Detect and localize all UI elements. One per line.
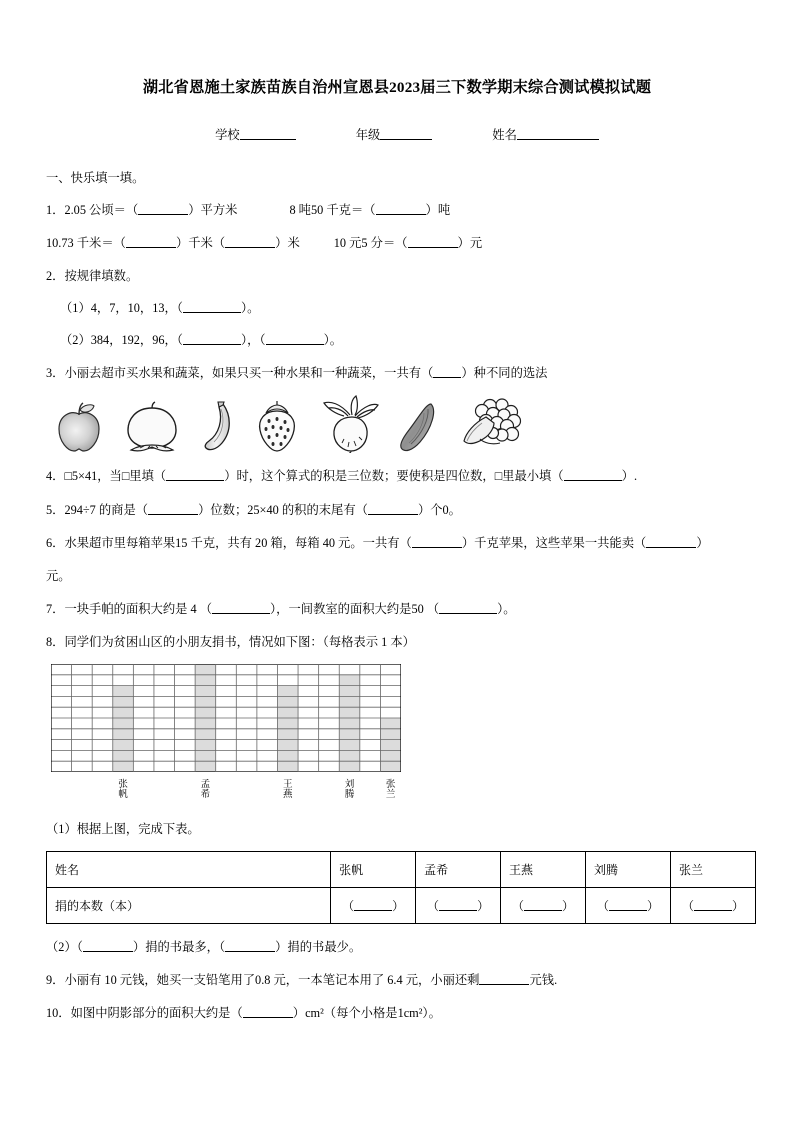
q10-text-b: ）cm²（每个小格是1cm²）。 — [292, 1005, 441, 1020]
q1-text-a-tail: ）平方米 — [188, 203, 238, 218]
q4-blank-2[interactable] — [564, 470, 622, 481]
table-header-孟希: 孟希 — [416, 851, 501, 887]
table-row — [47, 851, 756, 887]
strawberry-icon — [254, 401, 300, 453]
q2-text: 按规律填数。 — [64, 269, 139, 284]
chart-grid — [51, 664, 748, 777]
q9-text-b: 元钱. — [529, 972, 558, 987]
banana-icon — [200, 401, 236, 453]
header-fields — [46, 125, 748, 143]
q8-number: 8． — [46, 634, 65, 649]
q8-sub2-a: （2）（ — [46, 939, 83, 954]
table-blank-孟希[interactable] — [439, 900, 477, 911]
q4-number: 4． — [46, 469, 65, 484]
q1-text-d-tail: ）元 — [457, 236, 483, 251]
table-header-张帆: 张帆 — [331, 851, 416, 887]
question-2-sub-2 — [46, 331, 748, 350]
q7-text-c: ）。 — [497, 601, 516, 616]
q3-blank-1[interactable] — [433, 367, 461, 378]
fruit-vegetable-row — [46, 391, 748, 453]
question-6-continued — [46, 567, 748, 586]
chart-label-孟希: 孟 希 — [200, 778, 211, 800]
field-name-line[interactable] — [517, 128, 599, 140]
q4-text-b: ）时，这个算式的积是三位数；要使积是四位数，□里最小填（ — [224, 469, 564, 484]
field-grade-label: 年级 — [355, 127, 381, 142]
q2-sub2-mid: ），（ — [240, 333, 266, 348]
q10-blank-1[interactable] — [243, 1007, 293, 1018]
chart-x-labels — [51, 780, 401, 806]
q5-text-b: ）位数；25×40 的积的末尾有（ — [198, 502, 368, 517]
q9-text-a: 小丽有 10 元钱，她买一支铅笔用了0.8 元，一本笔记本用了 6.4 元，小丽还剩 — [64, 972, 480, 987]
question-7 — [46, 600, 748, 619]
question-5 — [46, 501, 748, 520]
field-name[interactable] — [492, 125, 599, 143]
q5-blank-1[interactable] — [148, 504, 198, 515]
table-cell-count-孟希[interactable]: （ ） — [416, 887, 501, 923]
q1-text-c-tail: ）米 — [275, 236, 300, 251]
page-title: 湖北省恩施土家族苗族自治州宣恩县2023届三下数学期末综合测试模拟试题 — [142, 79, 652, 96]
cauliflower-icon — [460, 397, 522, 453]
q8-text: 同学们为贫困山区的小朋友捐书，情况如下图：（每格表示 1 本） — [64, 634, 415, 649]
q5-number: 5． — [46, 502, 65, 517]
question-1-line-1 — [46, 201, 748, 220]
q2-sub1-text: （1）4，7，10，13，（ — [60, 301, 183, 316]
question-8-sub-2 — [46, 938, 748, 957]
question-6 — [46, 534, 748, 553]
table-header-刘腾: 刘腾 — [586, 851, 671, 887]
q1-text-c-mid: ）千米（ — [175, 236, 226, 251]
q7-text-a: 一块手帕的面积大约是 4 （ — [64, 601, 213, 616]
q4-text-a: □5×41，当□里填（ — [64, 469, 167, 484]
q6-number: 6． — [46, 535, 65, 550]
q6-text-d: 元。 — [46, 568, 71, 583]
q1-text-a: 2.05 公顷＝（ — [64, 203, 139, 218]
question-8-sub-1 — [46, 820, 748, 839]
chart-label-张兰: 张 兰 — [385, 778, 396, 800]
q5-text-c: ）个0。 — [417, 502, 461, 517]
q1-text-b-tail: ）吨 — [425, 203, 451, 218]
q6-text-c: ） — [696, 535, 709, 550]
q1-blank-3[interactable] — [126, 237, 176, 248]
q3-text-b: ）种不同的选法 — [461, 366, 548, 381]
table-header-name: 姓名 — [47, 851, 331, 887]
chart-label-张帆: 张 帆 — [118, 778, 128, 800]
table-cell-count-刘腾[interactable]: （ ） — [586, 887, 671, 923]
q2-blank-1[interactable] — [183, 302, 241, 313]
q7-blank-1[interactable] — [212, 603, 270, 614]
table-blank-王燕[interactable] — [524, 900, 562, 911]
q2-sub1-tail: ）。 — [240, 301, 260, 316]
q2-sub2-text: （2）384，192，96，（ — [60, 333, 183, 348]
question-1-line-2 — [46, 234, 748, 253]
question-2 — [46, 267, 748, 286]
q8-blank-2[interactable] — [225, 941, 275, 952]
q4-text-c: ）. — [621, 469, 638, 484]
table-blank-张帆[interactable] — [354, 900, 392, 911]
q2-sub2-tail: ）。 — [323, 333, 343, 348]
field-grade-line[interactable] — [380, 128, 432, 140]
q9-number: 9． — [46, 972, 65, 987]
q9-blank-1[interactable] — [479, 974, 529, 985]
table-row — [47, 887, 756, 923]
section-one-heading: 一、快乐填一填。 — [46, 170, 145, 185]
q6-blank-1[interactable] — [412, 537, 462, 548]
field-school[interactable] — [215, 125, 296, 143]
table-cell-count-张帆[interactable]: （ ） — [331, 887, 416, 923]
radish-icon — [318, 395, 380, 453]
q1-number: 1． — [46, 203, 65, 218]
donation-table — [46, 851, 756, 924]
table-header-张兰: 张兰 — [670, 851, 755, 887]
q8-blank-1[interactable] — [83, 941, 133, 952]
q5-blank-2[interactable] — [368, 504, 418, 515]
q1-blank-4[interactable] — [225, 237, 275, 248]
q3-text-a: 小丽去超市买水果和蔬菜，如果只买一种水果和一种蔬菜，一共有（ — [64, 366, 434, 381]
field-school-label: 学校 — [215, 127, 240, 142]
question-3 — [46, 364, 748, 383]
q10-text-a: 如图中阴影部分的面积大约是（ — [70, 1005, 243, 1020]
q6-text-a: 水果超市里每箱苹果15 千克，共有 20 箱，每箱 40 元。一共有（ — [64, 535, 412, 550]
table-cell-count-王燕[interactable]: （ ） — [501, 887, 586, 923]
question-2-sub-1 — [46, 299, 748, 318]
bar-张兰 — [380, 718, 401, 772]
q7-blank-2[interactable] — [439, 603, 497, 614]
q1-blank-1[interactable] — [138, 204, 188, 215]
q4-blank-1[interactable] — [166, 470, 224, 481]
table-header-王燕: 王燕 — [501, 851, 586, 887]
question-10 — [46, 1004, 748, 1023]
table-row-label-count: 捐的本数（本） — [47, 887, 331, 923]
table-blank-张兰[interactable] — [694, 900, 732, 911]
q7-number: 7． — [46, 601, 65, 616]
q8-sub2-c: ）捐的书最少。 — [275, 939, 362, 954]
bar-刘腾 — [339, 675, 360, 772]
table-blank-刘腾[interactable] — [609, 900, 647, 911]
table-cell-count-张兰[interactable]: （ ） — [670, 887, 755, 923]
chart-label-刘腾: 刘 腾 — [344, 778, 355, 800]
q1-text-c: 10.73 千米＝（ — [46, 236, 126, 251]
q2-blank-3[interactable] — [266, 334, 324, 345]
question-4 — [46, 467, 748, 486]
field-school-line[interactable] — [240, 128, 296, 140]
q10-number: 10． — [46, 1005, 71, 1020]
q1-text-d: 10 元5 分＝（ — [333, 236, 408, 251]
donation-bar-chart — [46, 664, 748, 806]
question-9 — [46, 971, 748, 990]
q1-text-b: 8 吨50 千克＝（ — [289, 203, 376, 218]
q3-number: 3． — [46, 366, 65, 381]
chart-label-王燕: 王 燕 — [282, 778, 293, 800]
q6-text-b: ）千克苹果，这些苹果一共能卖（ — [461, 535, 647, 550]
peach-icon — [122, 401, 182, 453]
q2-blank-2[interactable] — [183, 334, 241, 345]
q8-sub2-b: ）捐的书最多，（ — [132, 939, 226, 954]
field-grade[interactable] — [356, 125, 433, 143]
question-8 — [46, 633, 748, 652]
apple-icon — [54, 401, 104, 453]
q8-sub1-text: （1）根据上图，完成下表。 — [46, 821, 200, 836]
field-name-label: 姓名 — [492, 127, 517, 142]
cucumber-icon — [398, 401, 442, 453]
chart-svg — [51, 664, 401, 772]
q1-blank-5[interactable] — [408, 237, 458, 248]
q7-text-b: ），一间教室的面积大约是50 （ — [270, 601, 440, 616]
q1-blank-2[interactable] — [376, 204, 426, 215]
q2-number: 2． — [46, 269, 65, 284]
q5-text-a: 294÷7 的商是（ — [64, 502, 149, 517]
q6-blank-2[interactable] — [646, 537, 696, 548]
